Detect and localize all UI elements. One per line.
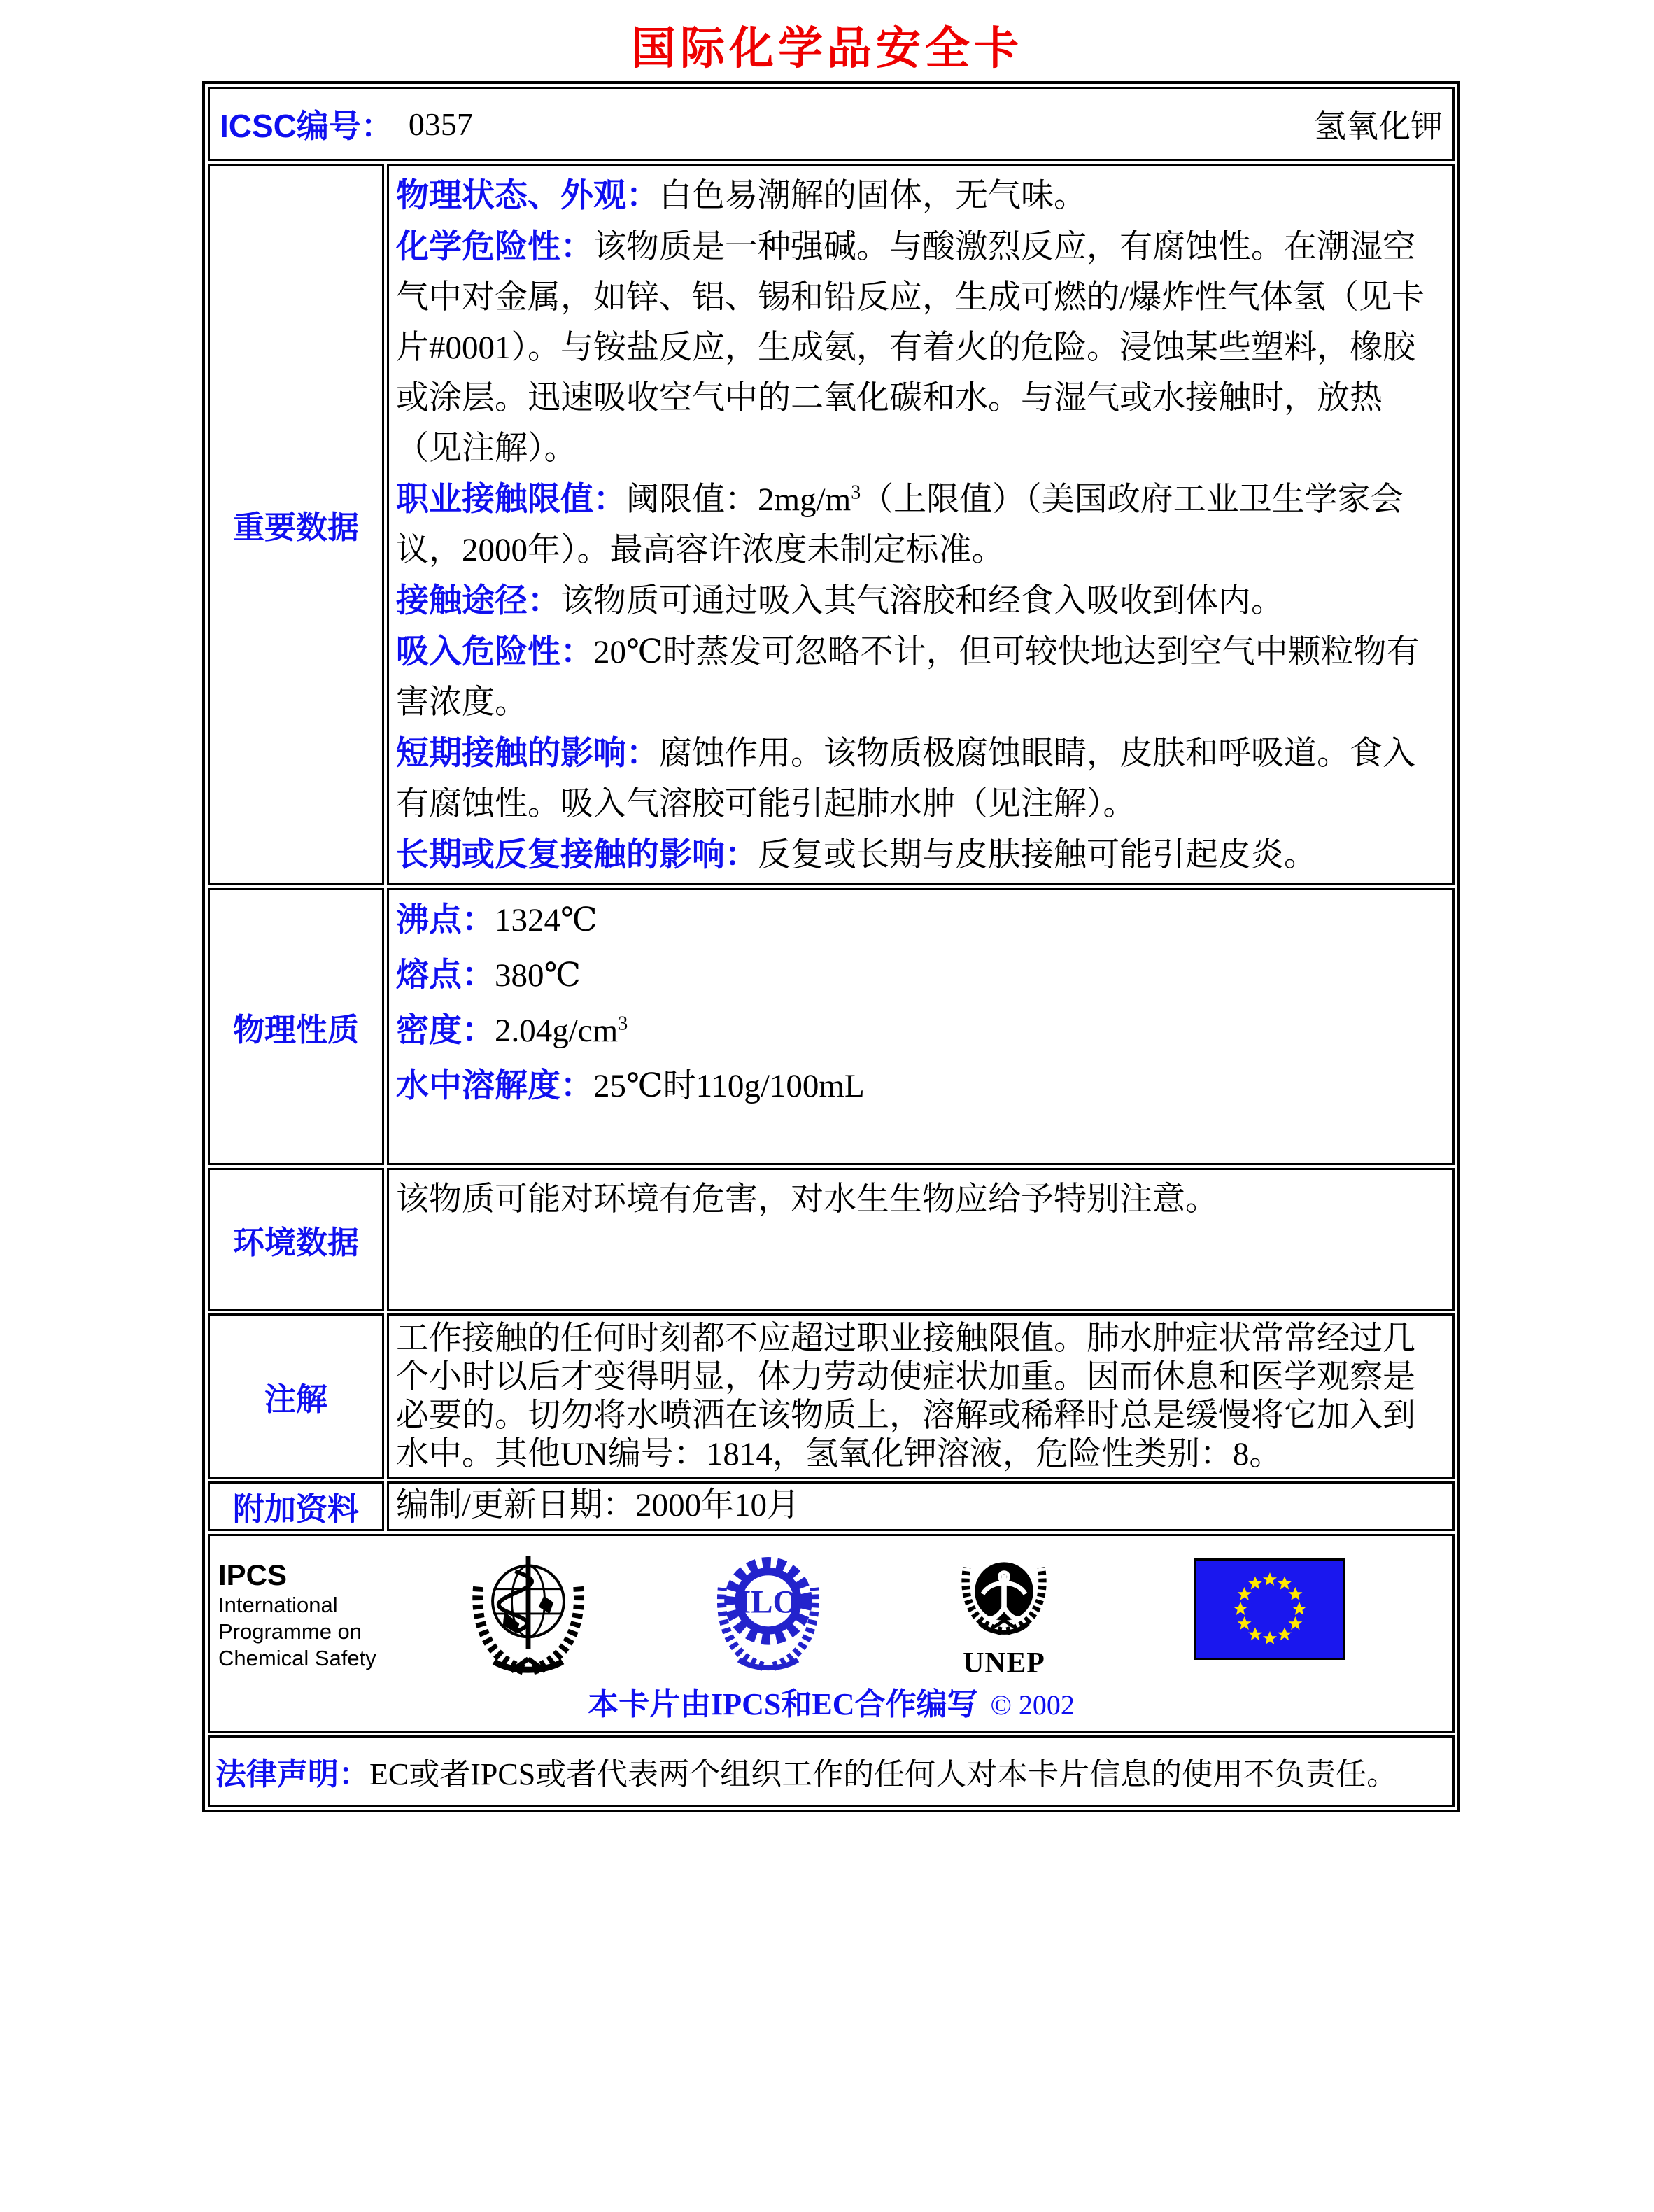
- unep-label: UNEP: [963, 1647, 1045, 1680]
- superscript: 3: [618, 1013, 628, 1035]
- icsc-number-value: 0357: [408, 106, 473, 142]
- field-chemical-dangers: 化学危险性：该物质是一种强碱。与酸激烈反应，有腐蚀性。在潮湿空气中对金属，如锌、铝、锡和铅反应，生成可燃的/爆炸性气体氢（见卡片#0001）。与铵盐反应，生成氨，有着火的危险。浸蚀某些塑料，橡胶或涂层。迅速吸收空气中的二氧化碳和水。与湿气或水接触时，放热（见注解）。: [396, 227, 1425, 467]
- page-title: 国际化学品安全卡: [631, 23, 1023, 73]
- field-physical-state-appearance: 物理状态、外观：白色易潮解的固体，无气味。: [396, 176, 1087, 214]
- environmental-data-row: [208, 1168, 1455, 1311]
- physical-properties-row-label: 物理性质: [208, 888, 384, 1165]
- field-density: 密度：$2.04g/cm^3$: [396, 1011, 628, 1049]
- field-boiling-point: 沸点：1324℃: [396, 901, 598, 938]
- header-cell: [208, 87, 1455, 161]
- legal-text: EC或者IPCS或者代表两个组织工作的任何人对本卡片信息的使用不负责任。: [369, 1757, 1398, 1791]
- field-occupational-exposure-limits: 职业接触限值：阈限值：$2mg/m^3$（上限值）（美国政府工业卫生学家会议，2000年）。最高容许浓度未制定标准。: [396, 480, 1404, 568]
- field-solubility-in-water: 水中溶解度：25℃时110g/100mL: [396, 1066, 865, 1104]
- important-data-row-label: 重要数据: [208, 164, 384, 885]
- environmental-data-row-label: 环境数据: [208, 1168, 384, 1311]
- field-routes-of-exposure: 接触途径：该物质可通过吸入其气溶胶和经食入吸收到体内。: [396, 582, 1284, 619]
- icsc-number-label: ICSC编号：: [220, 108, 393, 144]
- notes-row-label: 注解: [208, 1313, 384, 1479]
- additional-info-content: 编制/更新日期：2000年10月: [387, 1481, 1455, 1531]
- legal-cell: [208, 1735, 1455, 1807]
- copyright-year: © 2002: [990, 1689, 1075, 1721]
- credit-line: 本卡片由IPCS和EC合作编写 © 2002: [588, 1687, 1075, 1721]
- important-data-content: [387, 164, 1455, 885]
- header-row: [208, 87, 1455, 161]
- physical-properties-row: [208, 888, 1455, 1165]
- legal-label: 法律声明：: [215, 1757, 369, 1791]
- eu-flag-icon: [1194, 1558, 1345, 1660]
- field-long-term-effects: 长期或反复接触的影响：反复或长期与皮肤接触可能引起皮炎。: [396, 836, 1317, 873]
- unep-logo-icon: [951, 1544, 1057, 1682]
- important-data-row: [208, 164, 1455, 885]
- ipcs-text-block: IPCS International Programme on Chemical Safety: [218, 1558, 376, 1670]
- notes-row: [208, 1313, 1455, 1479]
- notes-content: 工作接触的任何时刻都不应超过职业接触限值。肺水肿症状常常经过几个小时以后才变得明显，体力劳动使症状加重。因而休息和医学观察是必要的。切勿将水喷洒在该物质上，溶解或稀释时总是缓慢将它加入到水中。其他UN编号：1814，氢氧化钾溶液，危险性类别：8。: [387, 1313, 1455, 1479]
- additional-info-row: [208, 1481, 1455, 1531]
- who-logo-icon: [463, 1547, 593, 1677]
- additional-info-row-label: 附加资料: [208, 1481, 384, 1531]
- icsc-card-table: [202, 81, 1460, 1812]
- superscript: 3: [851, 481, 861, 504]
- field-melting-point: 熔点：380℃: [396, 956, 581, 994]
- field-short-term-effects: 短期接触的影响：腐蚀作用。该物质极腐蚀眼睛，皮肤和呼吸道。食入有腐蚀性。吸入气溶胶可能引起肺水肿（见注解）。: [396, 734, 1415, 822]
- chemical-name: 氢氧化钾: [1314, 108, 1443, 144]
- ilo-letters: ILO: [738, 1584, 798, 1621]
- physical-properties-content: [387, 888, 1455, 1165]
- icsc-number-group: [220, 101, 473, 147]
- environmental-data-content: 该物质可能对环境有危害，对水生生物应给予特别注意。: [387, 1168, 1455, 1311]
- logos-row: [208, 1534, 1455, 1733]
- ilo-logo-icon: [702, 1547, 834, 1672]
- legal-row: [208, 1735, 1455, 1807]
- ipcs-title: IPCS: [218, 1558, 288, 1591]
- logos-cell: [208, 1534, 1455, 1733]
- field-inhalation-risk: 吸入危险性：20℃时蒸发可忽略不计，但可较快地达到空气中颗粒物有害浓度。: [396, 633, 1420, 721]
